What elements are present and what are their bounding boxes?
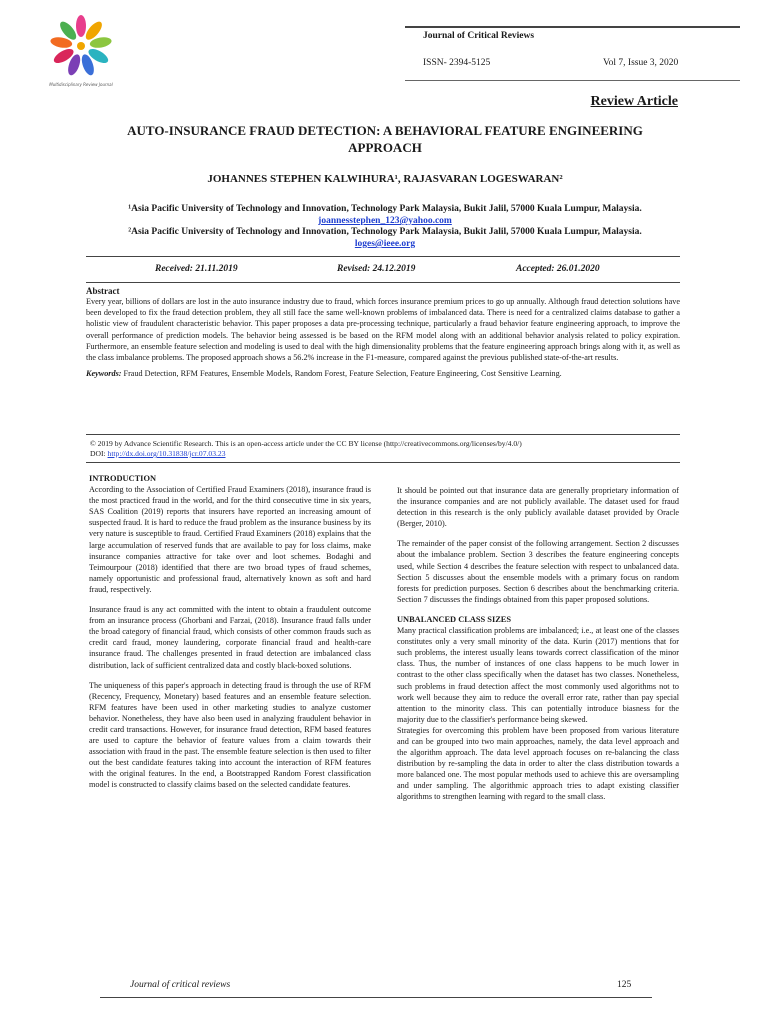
- journal-logo: [36, 12, 126, 92]
- copyright-line: © 2019 by Advance Scientific Research. This is an open-access article under the CC BY license (http://creativecommons.org/licenses/by/4.0/): [90, 439, 522, 448]
- received-date: Received: 21.11.2019: [155, 264, 238, 274]
- affiliation-1-text: ¹Asia Pacific University of Technology and Innovation, Technology Park Malaysia, Bukit Jalil, 57000 Kuala Lumpur, Malaysia.: [128, 204, 642, 214]
- body-paragraph: The uniqueness of this paper's approach in detecting fraud is through the use of RFM (Recency, Frequency, Monetary) based features and an ensemble feature selection. RFM features have been used in other marketing studies to analyze customer behavior. Nonetheless, they have also been used in analyzing fraudulent behavior in credit card transactions. However, for insurance fraud detection, RFM based features are used to capture the behavior of feature values from a claim towards their association with fraud in the past. The ensemble feature selection is then used to filter out the best candidate features taking into account the interaction of RFM features with the original features. In the end, a Bootstrapped Random Forest classification model is constructed to classify claims based on the selected candidate features.: [89, 680, 371, 790]
- keywords-label: Keywords:: [86, 369, 122, 379]
- paper-title: AUTO-INSURANCE FRAUD DETECTION: A BEHAVIORAL FEATURE ENGINEERING APPROACH: [127, 123, 643, 155]
- affiliation-2: [90, 226, 680, 250]
- dates-rule-top: [86, 256, 680, 257]
- header-rule-bottom: [405, 80, 740, 81]
- body-paragraph: Strategies for overcoming this problem have been proposed from various literature and can be grouped into two main approaches, namely, the data level approach and the algorithm approach. The data level approach focuses on re-balancing the class distribution by re-sampling the data in order to alter the class distribution towards a more balanced one. The most popular methods used to achieve this are oversampling and under sampling. The algorithmic approach tries to adapt existing classifier algorithms to strengthen learning with regard to the small class.: [397, 725, 679, 802]
- copyright-rule-bottom: [86, 462, 680, 463]
- header-rule-top: [405, 26, 740, 28]
- doi-link[interactable]: http://dx.doi.org/10.31838/jcr.07.03.23: [107, 449, 226, 458]
- dates-rule-bottom: [86, 282, 680, 283]
- section-heading-unbalanced: UNBALANCED CLASS SIZES: [397, 614, 512, 624]
- body-paragraph: According to the Association of Certified Fraud Examiners (2018), insurance fraud is the most practiced fraud in the world, and for the third consecutive time in six years, SAS Coalition (2019) reports that insurers have reported an increasing amount of suspected fraud. It is hard to reduce the fraud problem as the insurance business by its very nature is susceptible to fraud. Certified Fraud Examiners (2018) explains that the large accumulation of reserved funds that are available to pay for loss claims, make insurance companies attractive for take over and loot schemes. Bodaghi and Teimourpour (2018) identified that there are two broad types of fraud schemes, namely opportunistic and professional fraud, alternatively known as soft and hard fraud, respectively.: [89, 485, 371, 594]
- journal-volume: Vol 7, Issue 3, 2020: [603, 58, 679, 68]
- doi-line: [90, 449, 522, 459]
- accepted-date: Accepted: 26.01.2020: [516, 264, 600, 274]
- logo-caption: Multidisciplinary Review Journal: [49, 82, 113, 87]
- abstract-text: Every year, billions of dollars are lost in the auto insurance industry due to fraud, which forces insurance premium prices to go up annually. Although fraud detection solutions have been developed to fix the fraud detection problem, they all still face the same well-known problems of imbalanced data. There is need for a centralized claims database to gather a holistic view of fraudulent characteristic behavior. This paper proposes a data pre-processing technique, particularly a fraud behavior feature engineering approach, to improve the overall performance of prediction models. The behavior being assessed is be based on the RFM model along with an additional behavior analysis related to policy expiration. Furthermore, an ensemble feature selection and modeling is used to deal with the high dimensionality problems that the feature engineering approach brings along with it, as well as the class imbalance problems. The proposed approach shows a 56.2% increase in the F1-measure, compared against the previous published state-of-the-art results.: [86, 297, 680, 363]
- copyright-block: [90, 439, 522, 459]
- abstract-section: [86, 286, 680, 379]
- article-type: Review Article: [590, 94, 678, 109]
- revised-date: Revised: 24.12.2019: [337, 264, 416, 274]
- footer-rule: [100, 997, 652, 998]
- author-1-email-link[interactable]: joannesstephen_123@yahoo.com: [318, 216, 452, 226]
- flower-logo-icon: [36, 12, 126, 82]
- keywords-list: Fraud Detection, RFM Features, Ensemble Models, Random Forest, Feature Selection, Feature Engineering, Cost Sensitive Learning.: [123, 369, 562, 379]
- copyright-rule-top: [86, 434, 680, 435]
- body-right-column: [397, 485, 679, 812]
- body-paragraph: Insurance fraud is any act committed with the intent to obtain a fraudulent outcome from an insurance process (Ghorbani and Farzai, (2018). Insurance fraud falls under the broad category of financial fraud, which consists of other common frauds such as credit card fraud, money laundering, corporate financial fraud and health-care insurance fraud. The challenges presented in fraud detection are imbalanced class distribution, lack of sufficient centralized data and costly black-boxed solutions.: [89, 605, 371, 670]
- body-paragraph: The remainder of the paper consist of the following arrangement. Section 2 discusses about the imbalance problem. Section 3 describes the feature engineering concepts used, while Section 4 describes the feature selection with respect to unbalanced data. Section 5 discusses about the ensemble models with a primary focus on random forests for prediction purposes. Section 6 describes about the benchmarking criteria. Section 7 discusses the findings obtained from this paper proposed solutions.: [397, 539, 679, 604]
- body-paragraph: It should be pointed out that insurance data are generally proprietary information of the insurance companies and are not publicly available. The dataset used for fraud detection in this research is the only publicly available dataset provided by Oracle (Berger, 2010).: [397, 486, 679, 529]
- section-heading-introduction: INTRODUCTION: [89, 474, 157, 483]
- affiliation-1: [90, 203, 680, 227]
- paper-authors: JOHANNES STEPHEN KALWIHURA¹, RAJASVARAN LOGESWARAN²: [207, 173, 563, 185]
- body-paragraph: Many practical classification problems are imbalanced; i.e., at least one of the classes constitutes only a very small minority of the data. Kurin (2017) mentions that for such problems, the interest usually leans towards correct classification of the minor class. Thus, the number of instances of one class happens to be much lower in contrast to the other class specifically when the dataset has two classes. Nonetheless, such problems in fraud detection affect the most commonly used algorithms not to work well because they aim to reduce the overall error rate, rather than pay special attention to the minority class. This can potentially introduce biasness for the majority due to the classifier's performance being skewed.: [397, 626, 679, 724]
- footer-journal-name: Journal of critical reviews: [130, 980, 231, 990]
- keywords: [86, 368, 680, 379]
- author-2-email-link[interactable]: loges@ieee.org: [354, 239, 416, 249]
- doi-label: DOI:: [90, 449, 106, 458]
- abstract-heading: Abstract: [86, 286, 120, 296]
- affiliation-2-text: ²Asia Pacific University of Technology and Innovation, Technology Park Malaysia, Bukit Jalil, 57000 Kuala Lumpur, Malaysia.: [128, 227, 642, 237]
- body-left-column: [89, 473, 371, 800]
- journal-issn: ISSN- 2394-5125: [423, 58, 491, 68]
- journal-name: Journal of Critical Reviews: [423, 31, 535, 41]
- page-number: 125: [617, 980, 632, 990]
